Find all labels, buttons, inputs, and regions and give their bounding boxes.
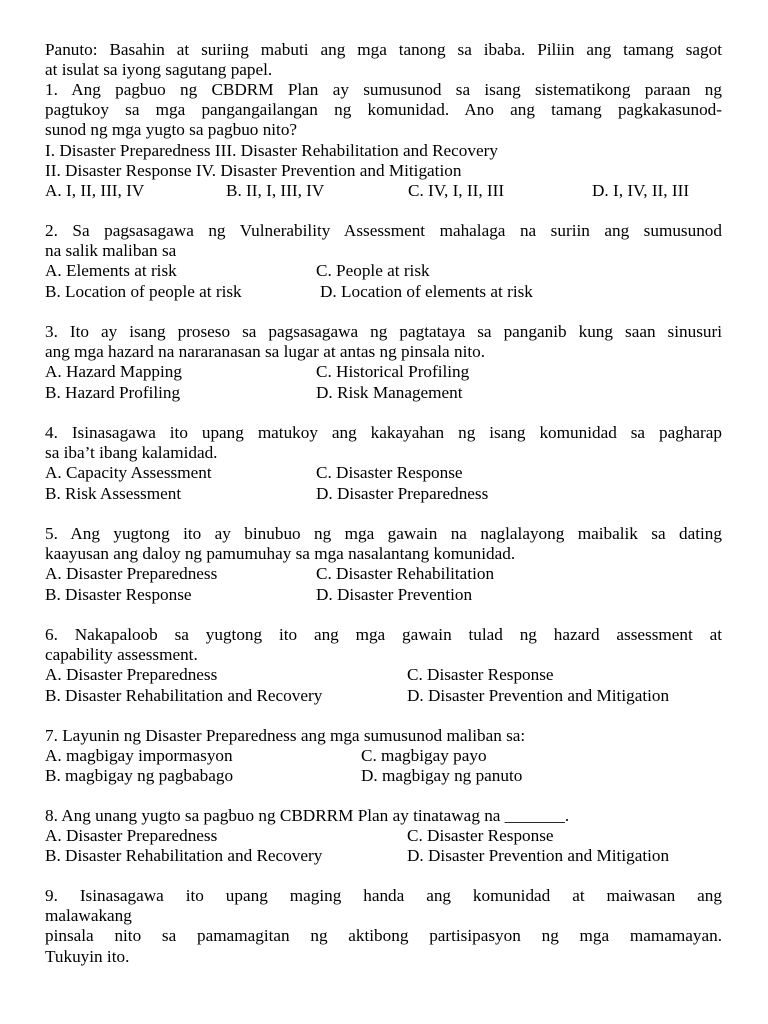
choice-c: C. Disaster Response xyxy=(407,665,554,685)
choice-b: B. magbigay ng pagbabago xyxy=(45,766,234,786)
question-text: II. Disaster Response IV. Disaster Prevention and Mitigation xyxy=(45,160,462,180)
choice-b: B. Risk Assessment xyxy=(45,483,182,503)
choices-row xyxy=(45,484,722,504)
question-8 xyxy=(45,806,722,867)
question-text: malawakang xyxy=(45,906,132,926)
choices-row xyxy=(45,181,722,201)
question-4 xyxy=(45,423,722,504)
choices-row xyxy=(45,665,722,685)
question-3 xyxy=(45,322,722,403)
choice-b: B. Disaster Response xyxy=(45,584,192,604)
choice-a: A. I, II, III, IV xyxy=(45,180,145,200)
choices-row xyxy=(45,846,722,866)
choice-a: A. Disaster Preparedness xyxy=(45,826,218,846)
choice-b: B. II, I, III, IV xyxy=(226,180,325,200)
choices-row xyxy=(45,261,722,281)
choice-c: C. Disaster Response xyxy=(407,826,554,846)
choice-a: A. Disaster Preparedness xyxy=(45,665,218,685)
question-2 xyxy=(45,221,722,302)
choices-row xyxy=(45,686,722,706)
question-text: ang mga hazard na nararanasan sa lugar at antas ng pinsala nito. xyxy=(45,342,486,362)
question-text: 3. Ito ay isang proseso sa pagsasagawa ng pagtataya sa panganib kung saan sinusuri xyxy=(45,322,722,341)
choices-row xyxy=(45,826,722,846)
choices-row xyxy=(45,766,722,786)
choice-d: D. Disaster Prevention xyxy=(316,584,473,604)
choice-d: D. Disaster Prevention and Mitigation xyxy=(407,685,670,705)
choice-c: C. IV, I, II, III xyxy=(408,180,505,200)
choices-row xyxy=(45,746,722,766)
question-9 xyxy=(45,886,722,967)
question-text: 4. Isinasagawa ito upang matukoy ang kakayahan ng isang komunidad sa pagharap xyxy=(45,423,722,442)
choice-a: A. Capacity Assessment xyxy=(45,463,212,483)
choice-c: C. magbigay payo xyxy=(361,746,487,766)
choices-row xyxy=(45,383,722,403)
question-7 xyxy=(45,726,722,787)
question-text: 8. Ang unang yugto sa pagbuo ng CBDRRM Plan ay tinatawag na _______. xyxy=(45,806,570,825)
choice-b: B. Location of people at risk xyxy=(45,281,242,301)
choice-a: A. magbigay impormasyon xyxy=(45,746,233,766)
choice-a: A. Disaster Preparedness xyxy=(45,564,218,584)
choice-d: D. Location of elements at risk xyxy=(320,281,533,301)
question-1 xyxy=(45,80,722,201)
choice-c: C. People at risk xyxy=(316,261,430,281)
instructions-line: at isulat sa iyong sagutang papel. xyxy=(45,60,273,80)
choices-row xyxy=(45,282,722,302)
choice-c: C. Disaster Rehabilitation xyxy=(316,564,495,584)
choices-row xyxy=(45,463,722,483)
choice-d: D. Risk Management xyxy=(316,382,463,402)
question-text: 6. Nakapaloob sa yugtong ito ang mga gawain tulad ng hazard assessment at xyxy=(45,625,722,644)
choice-b: B. Disaster Rehabilitation and Recovery xyxy=(45,846,323,866)
choices-row xyxy=(45,585,722,605)
choice-b: B. Disaster Rehabilitation and Recovery xyxy=(45,685,323,705)
choices-row xyxy=(45,362,722,382)
question-text: capability assessment. xyxy=(45,645,198,665)
question-5 xyxy=(45,524,722,605)
choice-c: C. Historical Profiling xyxy=(316,362,470,382)
instructions-line: Panuto: Basahin at suriing mabuti ang mga tanong sa ibaba. Piliin ang tamang sagot xyxy=(45,40,722,59)
question-text: sa iba’t ibang kalamidad. xyxy=(45,443,218,463)
choices-row xyxy=(45,564,722,584)
question-text: kaayusan ang daloy ng pamumuhay sa mga nasalantang komunidad. xyxy=(45,544,516,564)
question-text: pagtukoy sa mga pangangailangan ng komunidad. Ano ang tamang pagkakasunod- xyxy=(45,100,722,120)
question-text: pinsala nito sa pamamagitan ng aktibong partisipasyon ng mga mamamayan. xyxy=(45,926,722,946)
question-text: 1. Ang pagbuo ng CBDRM Plan ay sumusunod sa isang sistematikong paraan ng xyxy=(45,80,722,99)
choice-a: A. Elements at risk xyxy=(45,261,177,281)
question-text: Tukuyin ito. xyxy=(45,946,130,966)
question-text: na salik maliban sa xyxy=(45,241,177,261)
question-text: sunod ng mga yugto sa pagbuo nito? xyxy=(45,120,298,140)
choice-d: D. magbigay ng panuto xyxy=(361,766,523,786)
question-text: 2. Sa pagsasagawa ng Vulnerability Assessment mahalaga na suriin ang sumusunod xyxy=(45,221,722,240)
choice-d: D. I, IV, II, III xyxy=(592,180,690,200)
choice-b: B. Hazard Profiling xyxy=(45,382,181,402)
instructions xyxy=(45,40,722,80)
question-text: I. Disaster Preparedness III. Disaster Rehabilitation and Recovery xyxy=(45,140,498,160)
choice-d: D. Disaster Preparedness xyxy=(316,483,489,503)
choice-c: C. Disaster Response xyxy=(316,463,463,483)
question-text: 5. Ang yugtong ito ay binubuo ng mga gawain na naglalayong maibalik sa dating xyxy=(45,524,722,543)
question-text: 9. Isinasagawa ito upang maging handa ang komunidad at maiwasan ang xyxy=(45,886,722,905)
question-text: 7. Layunin ng Disaster Preparedness ang mga sumusunod maliban sa: xyxy=(45,726,526,745)
choice-d: D. Disaster Prevention and Mitigation xyxy=(407,846,670,866)
choice-a: A. Hazard Mapping xyxy=(45,362,182,382)
question-6 xyxy=(45,625,722,706)
